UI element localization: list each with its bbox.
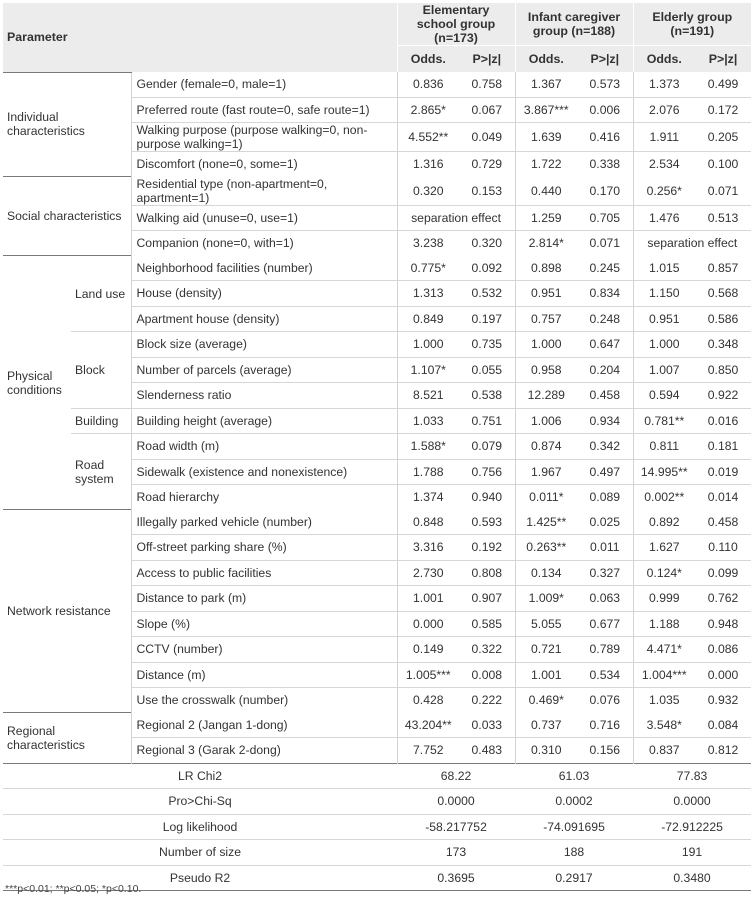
header-odds: Odds. xyxy=(515,46,577,73)
variable-label: Apartment house (density) xyxy=(131,306,397,332)
variable-label: Regional 2 (Jangan 1-dong) xyxy=(131,713,397,738)
header-odds: Odds. xyxy=(633,46,695,73)
variable-label: Access to public facilities xyxy=(131,560,397,586)
p-value: 0.338 xyxy=(577,152,633,177)
stat-value: 0.0002 xyxy=(515,789,633,815)
p-value: 0.416 xyxy=(577,123,633,152)
p-value: 0.934 xyxy=(577,408,633,434)
odds-value: 1.000 xyxy=(515,332,577,358)
p-value: 0.248 xyxy=(577,306,633,332)
p-value: 0.716 xyxy=(589,717,621,732)
odds-value: 0.002** xyxy=(633,485,695,510)
odds-value: 1.005*** xyxy=(397,662,459,688)
p-value: 0.532 xyxy=(459,281,515,307)
p-value: 0.348 xyxy=(695,332,751,358)
p-value: 0.099 xyxy=(695,560,751,586)
odds-value: 1.007 xyxy=(633,357,695,383)
table-row xyxy=(3,332,751,358)
p-value: 0.071 xyxy=(577,231,633,256)
stat-value: -74.091695 xyxy=(515,814,633,840)
p-value: 0.513 xyxy=(695,205,751,231)
odds-value: 1.150 xyxy=(633,281,695,307)
stat-value: 173 xyxy=(397,840,515,866)
stat-value: -72.912225 xyxy=(633,814,751,840)
variable-label: Regional 3 (Garak 2-dong) xyxy=(131,738,397,764)
p-value: 0.586 xyxy=(695,306,751,332)
odds-value: 1.425** xyxy=(515,510,577,535)
variable-label: Number of parcels (average) xyxy=(131,357,397,383)
stat-label: LR Chi2 xyxy=(3,763,397,789)
header-group-elderly: Elderly group (n=191) xyxy=(633,3,751,46)
odds-value: 1.188 xyxy=(633,611,695,637)
odds-value: 0.836 xyxy=(397,72,459,97)
stat-value: 68.22 xyxy=(397,763,515,789)
odds-value: 2.814* xyxy=(515,231,577,256)
variable-label: Gender (female=0, male=1) xyxy=(131,72,397,97)
category-label: Regional characteristics xyxy=(3,713,131,764)
p-value: 0.222 xyxy=(459,688,515,713)
subcategory-label: Land use xyxy=(71,256,131,332)
variable-label: Residential type (non-apartment=0, apartment=1) xyxy=(131,177,397,206)
p-value: 0.071 xyxy=(707,183,739,198)
p-value: 0.573 xyxy=(589,77,621,92)
stat-label: Pro>Chi-Sq xyxy=(3,789,397,815)
odds-value: 0.124* xyxy=(633,560,695,586)
p-value: 0.049 xyxy=(459,123,515,152)
odds-value: 2.534 xyxy=(633,152,695,177)
p-value: 0.647 xyxy=(577,332,633,358)
variable-label: Building height (average) xyxy=(131,408,397,434)
odds-value: 0.892 xyxy=(633,510,695,535)
odds-value: 1.015 xyxy=(633,256,695,281)
table-row xyxy=(3,177,751,206)
odds-value: 0.134 xyxy=(515,560,577,586)
odds-value: 1.373 xyxy=(633,72,695,97)
odds-value: 0.848 xyxy=(397,510,459,535)
subcategory-label: Building xyxy=(71,408,131,434)
odds-value: 1.259 xyxy=(515,205,577,231)
odds-value: 0.958 xyxy=(515,357,577,383)
odds-value: 7.752 xyxy=(397,738,459,764)
odds-value: 0.000 xyxy=(397,611,459,637)
odds-value: 3.867*** xyxy=(515,97,577,123)
p-value: 0.008 xyxy=(459,662,515,688)
p-value: 0.705 xyxy=(577,205,633,231)
p-value: 0.172 xyxy=(695,97,751,123)
p-value: 0.342 xyxy=(577,434,633,460)
p-value: 0.729 xyxy=(459,152,515,177)
odds-value: 4.471* xyxy=(633,637,695,663)
odds-value: 0.428 xyxy=(397,688,459,713)
odds-value: 2.865* xyxy=(397,97,459,123)
p-value: 0.751 xyxy=(459,408,515,434)
odds-value: 3.238 xyxy=(397,231,459,256)
variable-label: Walking aid (unuse=0, use=1) xyxy=(131,205,397,231)
p-value: 0.192 xyxy=(459,535,515,561)
odds-value: 0.320 xyxy=(397,177,459,206)
p-value: 0.534 xyxy=(577,662,633,688)
category-label: Social characteristics xyxy=(3,177,131,256)
stat-value: 77.83 xyxy=(633,763,751,789)
variable-label: Walking purpose (purpose walking=0, non-purpose walking=1) xyxy=(131,123,397,152)
stat-value: 0.3695 xyxy=(397,865,515,891)
p-value: 0.322 xyxy=(459,637,515,663)
odds-value: 3.548* xyxy=(633,713,695,738)
header-parameter: Parameter xyxy=(3,3,397,72)
odds-value: 1.476 xyxy=(633,205,695,231)
odds-value: 0.951 xyxy=(515,281,577,307)
p-value: 0.014 xyxy=(695,485,751,510)
p-value: 0.016 xyxy=(695,408,751,434)
p-value: 0.025 xyxy=(589,514,621,529)
variable-label: Off-street parking share (%) xyxy=(131,535,397,561)
p-value: 0.067 xyxy=(459,97,515,123)
p-value: 0.593 xyxy=(471,514,503,529)
odds-value: 1.033 xyxy=(397,408,459,434)
variable-label: CCTV (number) xyxy=(131,637,397,663)
p-value: 0.327 xyxy=(577,560,633,586)
p-value: 0.922 xyxy=(695,383,751,409)
p-value: 0.458 xyxy=(577,383,633,409)
stat-value: 0.2917 xyxy=(515,865,633,891)
odds-value: 0.837 xyxy=(633,738,695,764)
p-value: 0.758 xyxy=(471,77,503,92)
p-value: 0.834 xyxy=(577,281,633,307)
header-group-elementary: Elementary school group (n=173) xyxy=(397,3,515,46)
p-value: 0.320 xyxy=(459,231,515,256)
p-value: 0.677 xyxy=(577,611,633,637)
stat-value: 0.3480 xyxy=(633,865,751,891)
stat-value: 0.0000 xyxy=(633,789,751,815)
p-value: 0.153 xyxy=(471,183,503,198)
variable-label: Road width (m) xyxy=(131,434,397,460)
variable-label: Distance to park (m) xyxy=(131,586,397,612)
p-value: 0.808 xyxy=(459,560,515,586)
p-value: 0.205 xyxy=(695,123,751,152)
p-value: 0.735 xyxy=(459,332,515,358)
p-value: 0.019 xyxy=(695,459,751,485)
subcategory-label: Block xyxy=(71,332,131,409)
p-value: 0.762 xyxy=(695,586,751,612)
results-table xyxy=(3,3,751,891)
table-row xyxy=(3,434,751,460)
odds-value: 0.256* xyxy=(633,177,695,206)
odds-value: 1.107* xyxy=(397,357,459,383)
variable-label: Illegally parked vehicle (number) xyxy=(131,510,397,535)
odds-value: 2.730 xyxy=(397,560,459,586)
variable-label: Distance (m) xyxy=(131,662,397,688)
variable-label: Discomfort (none=0, some=1) xyxy=(131,152,397,177)
p-value: 0.497 xyxy=(577,459,633,485)
p-value: 0.197 xyxy=(459,306,515,332)
p-value: 0.000 xyxy=(695,662,751,688)
p-value: 0.857 xyxy=(707,260,739,275)
odds-value: separation effect xyxy=(633,231,751,256)
subcategory-label: Road system xyxy=(71,434,131,510)
odds-value: 1.722 xyxy=(515,152,577,177)
odds-value: 8.521 xyxy=(397,383,459,409)
odds-value: 0.263** xyxy=(515,535,577,561)
odds-value: 1.627 xyxy=(633,535,695,561)
variable-label: Companion (none=0, with=1) xyxy=(131,231,397,256)
variable-label: House (density) xyxy=(131,281,397,307)
significance-note: ***p<0.01; **p<0.05; *p<0.10. xyxy=(5,883,142,895)
category-label: Network resistance xyxy=(3,510,131,713)
stat-value: 61.03 xyxy=(515,763,633,789)
odds-value: 0.757 xyxy=(515,306,577,332)
stat-row xyxy=(3,789,751,815)
p-value: 0.055 xyxy=(459,357,515,383)
category-label: Individual characteristics xyxy=(3,72,131,177)
odds-value: 1.911 xyxy=(633,123,695,152)
odds-value: 1.374 xyxy=(397,485,459,510)
odds-value: 3.316 xyxy=(397,535,459,561)
p-value: 0.789 xyxy=(577,637,633,663)
p-value: 0.092 xyxy=(471,260,503,275)
table-row xyxy=(3,72,751,97)
p-value: 0.850 xyxy=(695,357,751,383)
header-odds: Odds. xyxy=(397,46,459,73)
odds-value: 14.995** xyxy=(633,459,695,485)
stat-value: 188 xyxy=(515,840,633,866)
odds-value: 1.004*** xyxy=(633,662,695,688)
odds-value: 0.310 xyxy=(515,738,577,764)
odds-value: 1.316 xyxy=(397,152,459,177)
p-value: 0.110 xyxy=(695,535,751,561)
stat-label: Log likelihood xyxy=(3,814,397,840)
p-value: 0.756 xyxy=(459,459,515,485)
odds-value: separation effect xyxy=(397,205,515,231)
p-value: 0.499 xyxy=(707,77,739,92)
table-row xyxy=(3,256,751,281)
odds-value: 0.149 xyxy=(397,637,459,663)
variable-label: Sidewalk (existence and nonexistence) xyxy=(131,459,397,485)
p-value: 0.812 xyxy=(695,738,751,764)
odds-value: 12.289 xyxy=(515,383,577,409)
odds-value: 0.999 xyxy=(633,586,695,612)
stat-label: Pseudo R2 xyxy=(3,865,397,891)
table-row xyxy=(3,510,751,535)
p-value: 0.063 xyxy=(577,586,633,612)
odds-value: 1.313 xyxy=(397,281,459,307)
odds-value: 0.898 xyxy=(515,256,577,281)
p-value: 0.204 xyxy=(577,357,633,383)
p-value: 0.076 xyxy=(577,688,633,713)
p-value: 0.245 xyxy=(589,260,621,275)
odds-value: 0.594 xyxy=(633,383,695,409)
category-label: Physical conditions xyxy=(3,256,71,510)
p-value: 0.932 xyxy=(695,688,751,713)
odds-value: 2.076 xyxy=(633,97,695,123)
p-value: 0.948 xyxy=(695,611,751,637)
p-value: 0.033 xyxy=(471,717,503,732)
odds-value: 1.788 xyxy=(397,459,459,485)
odds-value: 5.055 xyxy=(515,611,577,637)
odds-value: 4.552** xyxy=(397,123,459,152)
p-value: 0.079 xyxy=(459,434,515,460)
p-value: 0.568 xyxy=(695,281,751,307)
odds-value: 1.035 xyxy=(633,688,695,713)
odds-value: 0.811 xyxy=(633,434,695,460)
odds-value: 1.009* xyxy=(515,586,577,612)
odds-value: 0.721 xyxy=(515,637,577,663)
odds-value: 43.204** xyxy=(397,713,459,738)
p-value: 0.100 xyxy=(695,152,751,177)
table-row xyxy=(3,713,751,738)
header-group-infant: Infant caregiver group (n=188) xyxy=(515,3,633,46)
odds-value: 0.469* xyxy=(515,688,577,713)
odds-value: 1.967 xyxy=(515,459,577,485)
variable-label: Preferred route (fast route=0, safe route=1) xyxy=(131,97,397,123)
p-value: 0.940 xyxy=(459,485,515,510)
p-value: 0.089 xyxy=(577,485,633,510)
header-p: P>|z| xyxy=(695,46,751,73)
odds-value: 0.849 xyxy=(397,306,459,332)
stat-row xyxy=(3,840,751,866)
p-value: 0.538 xyxy=(459,383,515,409)
stat-value: 191 xyxy=(633,840,751,866)
p-value: 0.585 xyxy=(459,611,515,637)
p-value: 0.170 xyxy=(589,183,621,198)
table-row xyxy=(3,408,751,434)
variable-label: Use the crosswalk (number) xyxy=(131,688,397,713)
odds-value: 0.874 xyxy=(515,434,577,460)
p-value: 0.907 xyxy=(459,586,515,612)
odds-value: 0.011* xyxy=(515,485,577,510)
variable-label: Slope (%) xyxy=(131,611,397,637)
odds-value: 0.775* xyxy=(397,256,459,281)
variable-label: Neighborhood facilities (number) xyxy=(131,256,397,281)
variable-label: Slenderness ratio xyxy=(131,383,397,409)
odds-value: 1.001 xyxy=(515,662,577,688)
p-value: 0.084 xyxy=(707,717,739,732)
odds-value: 1.001 xyxy=(397,586,459,612)
odds-value: 1.006 xyxy=(515,408,577,434)
p-value: 0.086 xyxy=(695,637,751,663)
p-value: 0.011 xyxy=(577,535,633,561)
p-value: 0.458 xyxy=(707,514,739,529)
odds-value: 0.440 xyxy=(515,177,577,206)
p-value: 0.156 xyxy=(577,738,633,764)
p-value: 0.181 xyxy=(695,434,751,460)
odds-value: 1.000 xyxy=(633,332,695,358)
odds-value: 1.000 xyxy=(397,332,459,358)
odds-value: 0.951 xyxy=(633,306,695,332)
p-value: 0.006 xyxy=(577,97,633,123)
variable-label: Road hierarchy xyxy=(131,485,397,510)
variable-label: Block size (average) xyxy=(131,332,397,358)
stat-value: 0.0000 xyxy=(397,789,515,815)
odds-value: 1.367 xyxy=(515,72,577,97)
odds-value: 1.588* xyxy=(397,434,459,460)
odds-value: 1.639 xyxy=(515,123,577,152)
odds-value: 0.737 xyxy=(515,713,577,738)
stat-label: Number of size xyxy=(3,840,397,866)
header-p: P>|z| xyxy=(459,46,515,73)
header-p: P>|z| xyxy=(577,46,633,73)
stat-row xyxy=(3,814,751,840)
p-value: 0.483 xyxy=(459,738,515,764)
odds-value: 0.781** xyxy=(633,408,695,434)
stat-value: -58.217752 xyxy=(397,814,515,840)
stat-row xyxy=(3,763,751,789)
